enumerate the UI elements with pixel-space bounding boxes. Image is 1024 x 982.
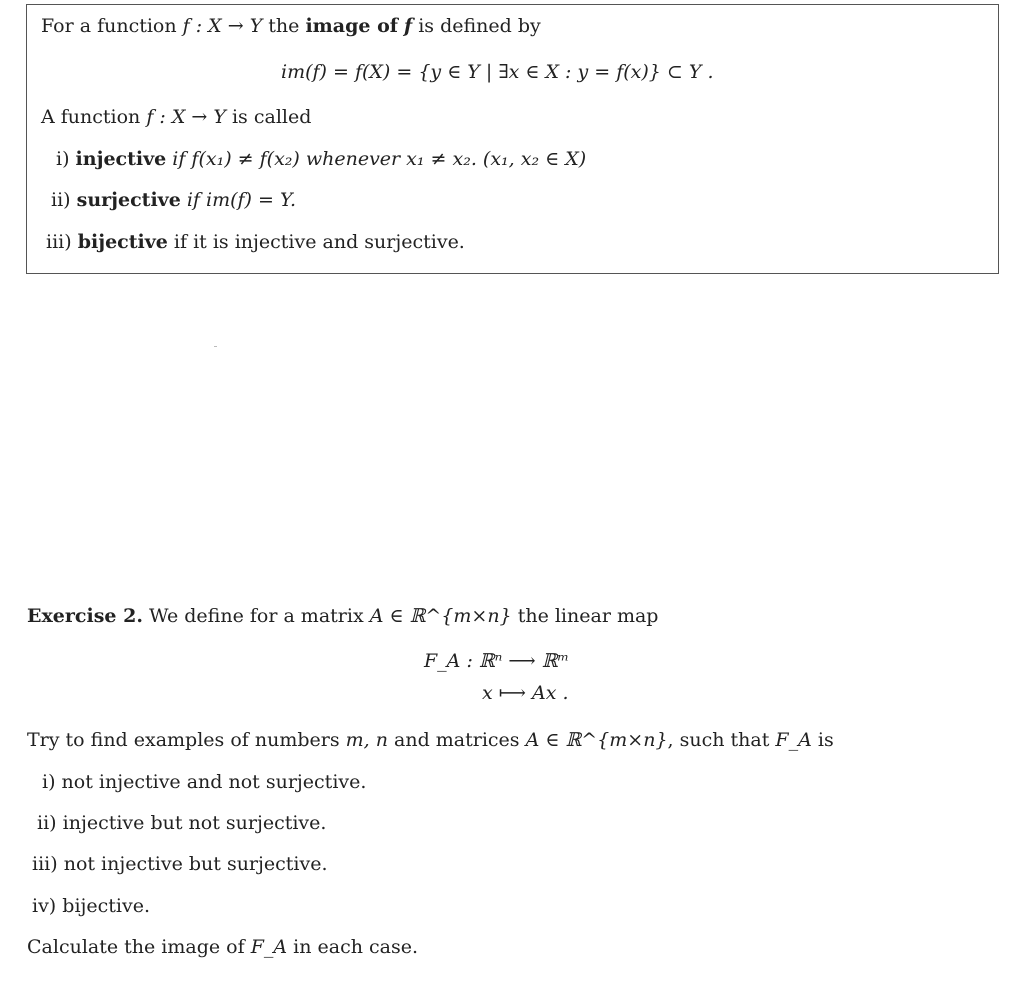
exercise-item: iii) not injective but surjective. [32,853,328,875]
definition-item-bijective: iii) bijective if it is injective and surjective. [46,231,465,253]
stray-dot [214,346,217,347]
function-called-line: A function f : X → Y is called [41,106,312,128]
image-formula: im(f) = f(X) = {y ∈ Y | ∃x ∈ X : y = f(x)} ⊂ Y . [281,61,714,83]
exercise-intro: Exercise 2. We define for a matrix A ∈ ℝ^{m×n} the linear map [27,605,659,627]
definition-item-surjective: ii) surjective if im(f) = Y. [51,189,297,211]
exercise-closing: Calculate the image of F_A in each case. [27,936,418,958]
definition-item-injective: i) injective if f(x₁) ≠ f(x₂) whenever x₁ ≠ x₂. (x₁, x₂ ∈ X) [56,148,587,170]
matrix-space: A ∈ ℝ^{m×n} [369,605,512,627]
exercise-item: ii) injective but not surjective. [37,812,327,834]
exercise-item: iv) bijective. [32,895,151,917]
map-definition-line2: x ⟼ Ax . [482,682,569,704]
function-signature: f : X → Y [182,15,263,37]
exercise-item: i) not injective and not surjective. [42,771,367,793]
definition-intro: For a function f : X → Y the image of f is defined by [41,15,541,37]
map-definition-line1: F_A : ℝⁿ ⟶ ℝᵐ [424,650,570,672]
definition-box [26,4,999,274]
exercise-label: Exercise 2. [27,605,143,627]
exercise-task: Try to find examples of numbers m, n and matrices A ∈ ℝ^{m×n}, such that F_A is [27,729,834,751]
image-of-term: image of [305,15,398,37]
